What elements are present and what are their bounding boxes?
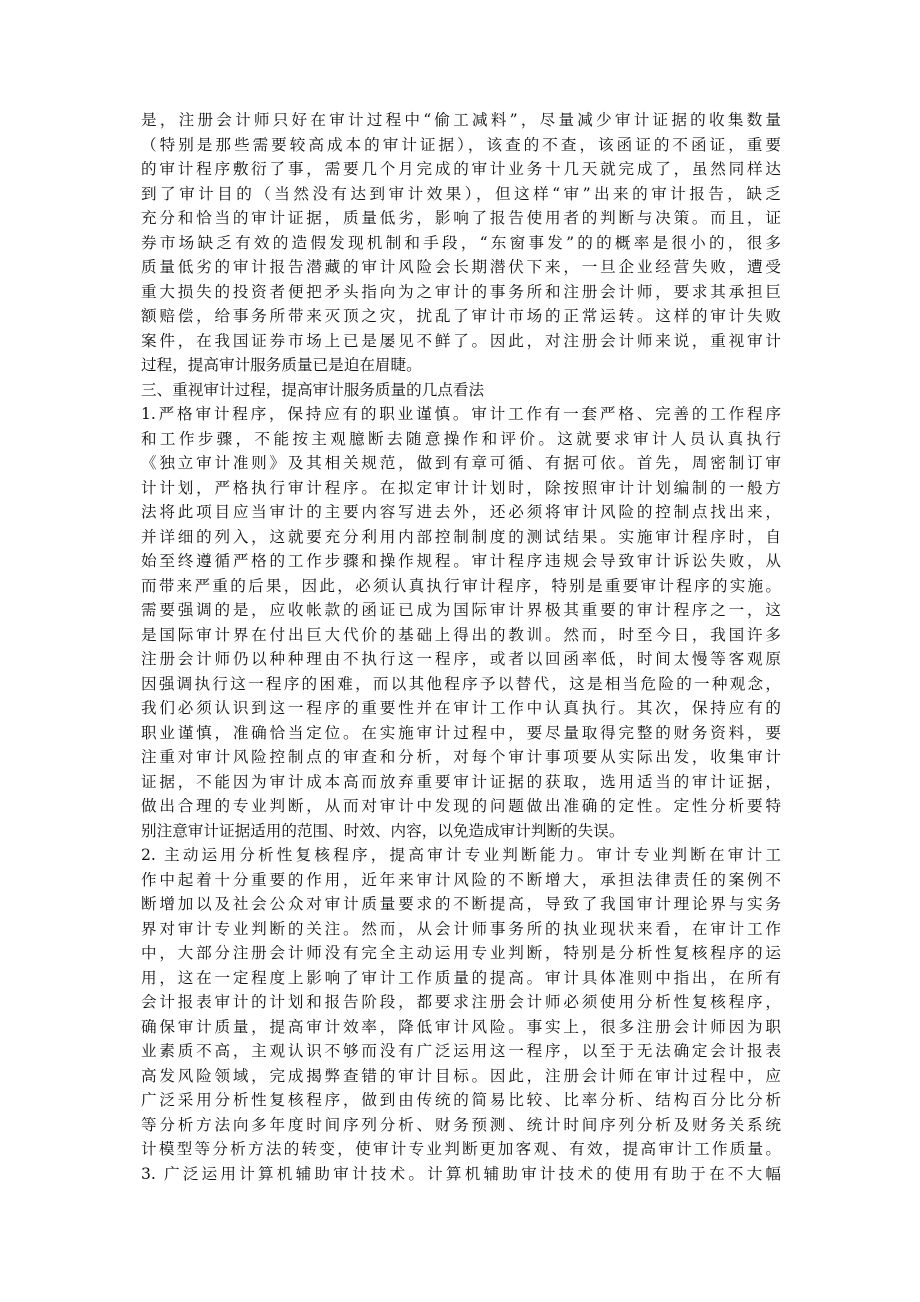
text-line: 业素质不高，主观认识不够而没有广泛运用这一程序，以至于无法确定会计报表 [141, 1042, 781, 1060]
text-line: 高发风险领域，完成揭弊查错的审计目标。因此，注册会计师在审计过程中，应 [141, 1066, 781, 1085]
text-line: 法将此项目应当审计的主要内容写进去外，还必须将审计风险的控制点找出来， [141, 503, 781, 521]
text-line: 额赔偿，给事务所带来灭顶之灾，扰乱了审计市场的正常运转。这样的审计失败 [141, 307, 781, 325]
text-line: 到了审计目的（当然没有达到审计效果），但这样“审”出来的审计报告，缺乏 [141, 184, 781, 203]
text-line: 我们必须认识到这一程序的重要性并在审计工作中认真执行。其次，保持应有的 [141, 699, 781, 717]
text-line: 注重对审计风险控制点的审查和分析，对每个审计事项要从实际出发，收集审计 [141, 748, 781, 766]
text-line: 而带来严重的后果，因此，必须认真执行审计程序，特别是重要审计程序的实施。 [141, 576, 781, 595]
text-line: 界对审计专业判断的关注。然而，从会计师事务所的执业现状来看，在审计工作 [141, 919, 781, 938]
text-line: 重大损失的投资者便把矛头指向为之审计的事务所和注册会计师，要求其承担巨 [141, 282, 781, 301]
text-line: 需要强调的是，应收帐款的函证已成为国际审计界极其重要的审计程序之一，这 [141, 601, 781, 619]
text-line: 2. 主动运用分析性复核程序，提高审计专业判断能力。审计专业判断在审计工 [141, 846, 781, 864]
text-line: （特别是那些需要较高成本的审计证据），该查的不查，该函证的不函证，重要 [141, 135, 781, 154]
text-line: 始至终遵循严格的工作步骤和操作规程。审计程序违规会导致审计诉讼失败，从 [141, 552, 781, 570]
document-page [141, 108, 781, 1186]
text-line: 广泛采用分析性复核程序，做到由传统的简易比较、比率分析、结构百分比分析 [141, 1091, 781, 1109]
text-line: 1.严格审计程序，保持应有的职业谨慎。审计工作有一套严格、完善的工作程序 [141, 405, 781, 423]
text-line: 案件，在我国证券市场上已是屡见不鲜了。因此，对注册会计师来说，重视审计 [141, 331, 781, 350]
text-line: 和工作步骤，不能按主观臆断去随意操作和评价。这就要求审计人员认真执行 [141, 429, 781, 448]
text-line: 是，注册会计师只好在审计过程中“偷工减料”，尽量减少审计证据的收集数量 [141, 111, 781, 129]
text-line: 做出合理的专业判断，从而对审计中发现的问题做出准确的定性。定性分析要特 [141, 797, 781, 815]
text-line: 并详细的列入，这就要充分利用内部控制制度的测试结果。实施审计程序时，自 [141, 527, 781, 546]
text-line: 确保审计质量，提高审计效率，降低审计风险。事实上，很多注册会计师因为职 [141, 1017, 781, 1036]
text-line: 别注意审计证据适用的范围、时效、内容，以免造成审计判断的失误。 [141, 821, 625, 840]
text-line: 职业谨慎，准确恰当定位。在实施审计过程中，要尽量取得完整的财务资料，要 [141, 723, 781, 742]
text-line: 断增加以及社会公众对审计质量要求的不断提高，导致了我国审计理论界与实务 [141, 895, 781, 913]
text-line: 《独立审计准则》及其相关规范，做到有章可循、有据可依。首先，周密制订审 [141, 454, 781, 472]
text-line: 因强调执行这一程序的困难，而以其他程序予以替代，这是相当危险的一种观念， [141, 674, 781, 693]
text-line: 用，这在一定程度上影响了审计工作质量的提高。审计具体准则中指出，在所有 [141, 968, 781, 987]
text-line: 会计报表审计的计划和报告阶段，都要求注册会计师必须使用分析性复核程序， [141, 993, 781, 1011]
text-line: 作中起着十分重要的作用，近年来审计风险的不断增大，承担法律责任的案例不 [141, 870, 781, 889]
text-line: 3. 广泛运用计算机辅助审计技术。计算机辅助审计技术的使用有助于在不大幅 [141, 1164, 781, 1183]
text-line: 证据，不能因为审计成本高而放弃重要审计证据的获取，选用适当的审计证据， [141, 772, 781, 791]
text-line: 等分析方法向多年度时间序列分析、财务预测、统计时间序列分析及财务关系统 [141, 1115, 781, 1134]
text-line: 质量低劣的审计报告潜藏的审计风险会长期潜伏下来，一旦企业经营失败，遭受 [141, 258, 781, 276]
text-line: 三、重视审计过程，提高审计服务质量的几点看法 [141, 380, 485, 399]
text-line: 充分和恰当的审计证据，质量低劣，影响了报告使用者的判断与决策。而且，证 [141, 209, 781, 227]
text-line: 注册会计师仍以种种理由不执行这一程序，或者以回函率低，时间太慢等客观原 [141, 650, 781, 668]
text-line: 中，大部分注册会计师没有完全主动运用专业判断，特别是分析性复核程序的运 [141, 944, 781, 962]
text-line: 是国际审计界在付出巨大代价的基础上得出的教训。然而，时至今日，我国许多 [141, 625, 781, 644]
text-line: 的审计程序敷衍了事，需要几个月完成的审计业务十几天就完成了，虽然同样达 [141, 160, 781, 178]
text-line: 计模型等分析方法的转变，使审计专业判断更加客观、有效，提高审计工作质量。 [141, 1140, 781, 1158]
text-line: 计计划，严格执行审计程序。在拟定审计计划时，除按照审计计划编制的一般方 [141, 478, 781, 497]
text-line: 券市场缺乏有效的造假发现机制和手段，“东窗事发”的的概率是很小的，很多 [141, 233, 781, 252]
text-line: 过程，提高审计服务质量已是迫在眉睫。 [141, 356, 422, 374]
